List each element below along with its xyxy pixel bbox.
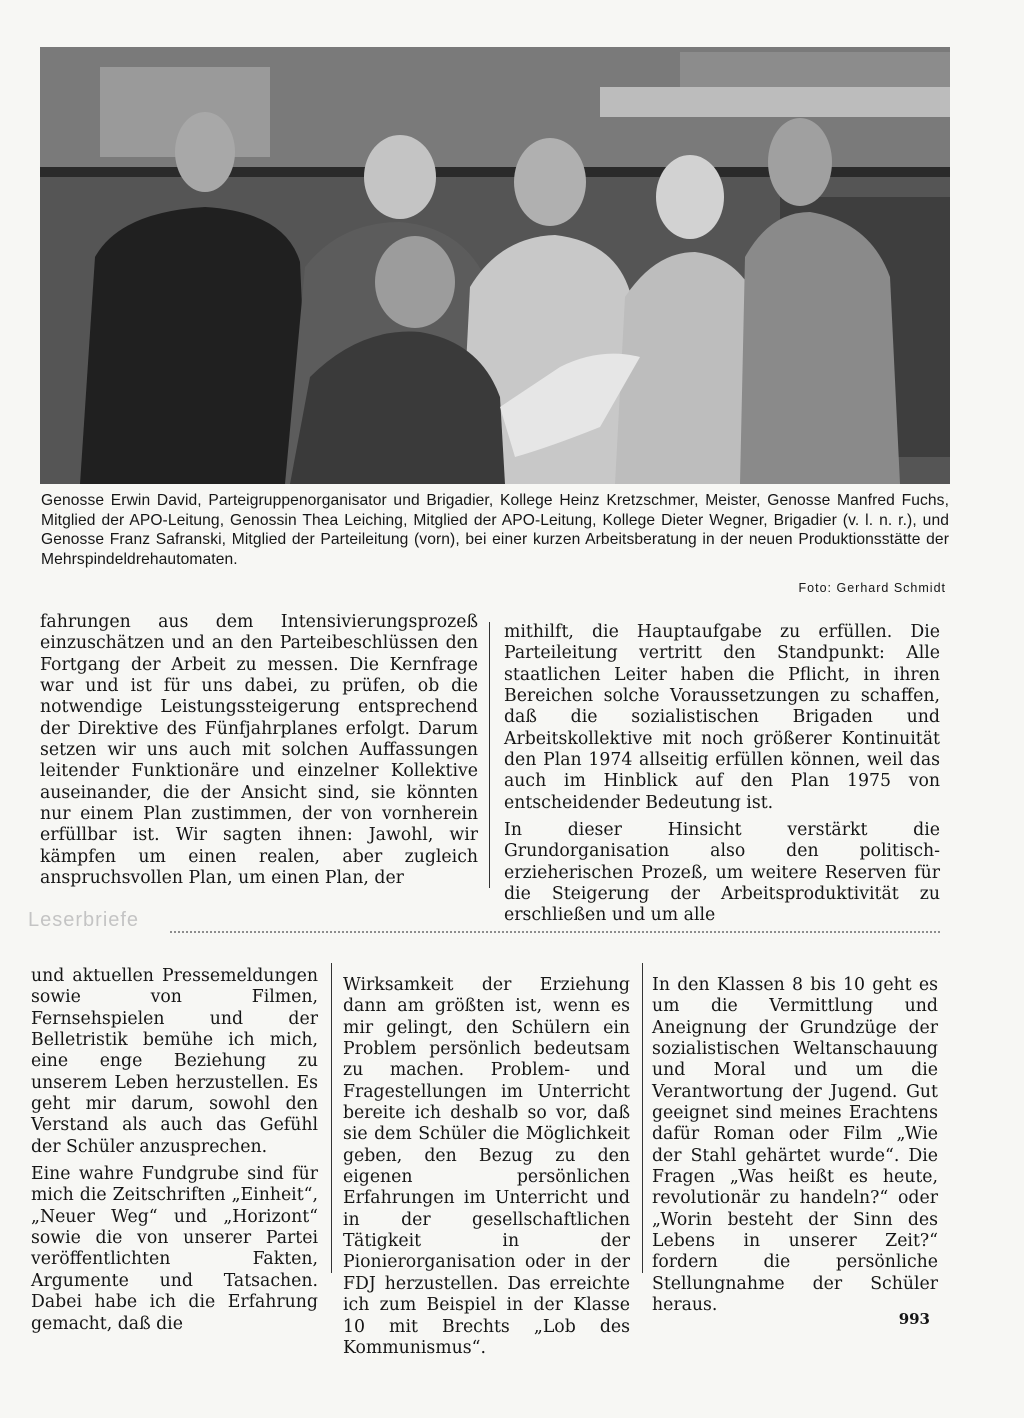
- letters-column-2-paragraph: Wirksamkeit der Erziehung dann am größten ist, wenn es mir gelingt, den Schülern ein Problem persönlich bedeutsam zu machen. Problem- und Fragestellungen im Unterricht bereite ich deshalb so vor, daß sie dem Schüler die Möglichkeit geben, den Bezug zu den eigenen persönlichen Erfahrungen im Unterricht und in der gesellschaftlichen Tätigkeit in der Pionierorganisation oder in der FDJ herzustellen. Das erreichte ich zum Beispiel in der Klasse 10 mit Brechts „Lob des Kommunismus“.: [343, 975, 630, 1358]
- letters-column-3-paragraph: In den Klassen 8 bis 10 geht es um die Vermittlung und Aneignung der Grundzüge der sozialistischen Weltanschauung und Moral und um die Verantwortung der Jugend. Gut geeignet sind meines Erachtens dafür Roman oder Film „Wie der Stahl gehärtet wurde“. Die Fragen „Was heißt es heute, revolutionär zu handeln?“ oder „Worin besteht der Sinn des Lebens in unserer Zeit?“ fordern die persönliche Stellungnahme der Schüler heraus.: [652, 975, 938, 1316]
- column-divider: [489, 622, 490, 888]
- photo-illustration: [40, 47, 950, 484]
- group-photo: [40, 47, 950, 484]
- section-label-leserbriefe: Leserbriefe: [28, 909, 140, 931]
- letters-column-3: [652, 975, 938, 1317]
- photo-caption: Genosse Erwin David, Parteigruppenorganisator und Brigadier, Kollege Heinz Kretzschmer, Meister, Genosse Manfred Fuchs, Mitglied der APO-Leitung, Genossin Thea Leiching, Mitglied der APO-Leitung, Kollege Dieter Wegner, Brigadier (v. l. n. r.), und Genosse Franz Safranski, Mitglied der Parteileitung (vorn), bei einer kurzen Arbeitsberatung in der neuen Produktionsstätte der Mehrspindeldrehautomaten.: [41, 492, 949, 568]
- letters-column-1-paragraph-1: und aktuellen Pressemeldungen sowie von Filmen, Fernsehspielen und der Belletristik bemühe ich mich, eine enge Beziehung zu unserem Leben herzustellen. Es geht mir darum, sowohl den Verstand als auch das Gefühl der Schüler anzusprechen.: [31, 966, 318, 1157]
- column-divider: [642, 963, 643, 1273]
- letters-column-2: [343, 975, 630, 1359]
- article-left-column: [40, 612, 478, 889]
- column-divider: [331, 963, 332, 1273]
- photo-credit: Foto: Gerhard Schmidt: [798, 581, 946, 595]
- article-right-column: [504, 622, 940, 927]
- letters-column-1-paragraph-2: Eine wahre Fundgrube sind für mich die Zeitschriften „Einheit“, „Neuer Weg“ und „Horizont“ sowie die von unserer Partei veröffentlichten Fakten, Argumente und Tatsachen. Dabei habe ich die Erfahrung gemacht, daß die: [31, 1164, 318, 1334]
- section-divider: [170, 931, 940, 933]
- page-number: 993: [898, 1310, 930, 1328]
- article-right-paragraph-2: In dieser Hinsicht verstärkt die Grundorganisation also den politisch-erzieherischen Prozeß, um weitere Reserven für die Steigerung der Arbeitsproduktivität zu erschließen und um alle: [504, 820, 940, 926]
- article-right-paragraph-1: mithilft, die Hauptaufgabe zu erfüllen. Die Parteileitung vertritt den Standpunkt: Alle staatlichen Leiter haben die Pflicht, in ihren Bereichen solche Voraussetzungen zu schaffen, daß die sozialistischen Brigaden und Arbeitskollektive mit noch größerer Kontinuität den Plan 1974 allseitig erfüllen können, weil das auch im Hinblick auf den Plan 1975 von entscheidender Bedeutung ist.: [504, 622, 940, 813]
- letters-column-1: [31, 966, 318, 1335]
- article-left-paragraph: fahrungen aus dem Intensivierungsprozeß einzuschätzen und an den Parteibeschlüssen den Fortgang der Arbeit zu messen. Die Kernfrage war und ist für uns dabei, zu prüfen, ob die notwendige Leistungssteigerung entsprechend der Direktive des Fünfjahrplanes erfolgt. Darum setzen wir uns auch mit solchen Auffassungen leitender Funktionäre und einzelner Kollektive auseinander, die der Ansicht sind, sie könnten nur einem Plan zustimmen, der von vornherein erfüllbar ist. Wir sagten ihnen: Jawohl, wir kämpfen um einen realen, aber zugleich anspruchsvollen Plan, um einen Plan, der: [40, 612, 478, 889]
